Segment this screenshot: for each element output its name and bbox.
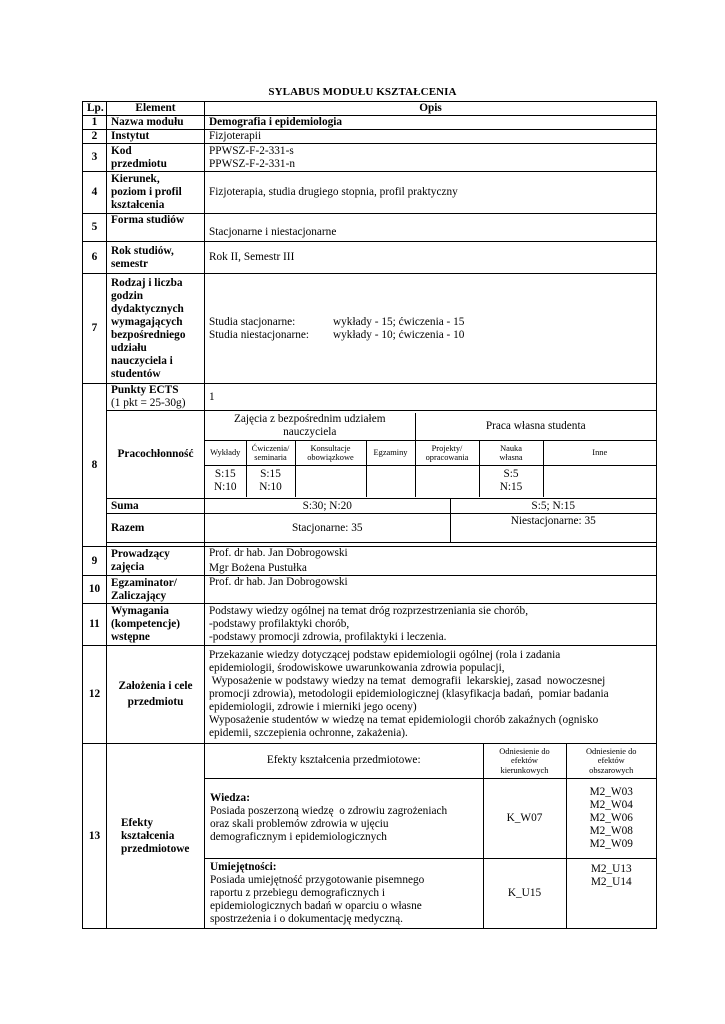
- val-line: S:5: [503, 468, 519, 481]
- description-line: promocji zdrowia), metodologii epidemiologicznej (klasyfikacja badań, pomiar badania: [209, 688, 609, 700]
- element-line: poziom i profil: [111, 186, 182, 198]
- element-label: [107, 646, 205, 744]
- description: [205, 274, 657, 384]
- wiedza-cell: [205, 778, 483, 858]
- element-label: [107, 744, 205, 929]
- outcomes-head-obsz: [566, 744, 656, 778]
- element-line: Rodzaj i liczba: [111, 276, 183, 289]
- element-label: Instytut: [107, 130, 205, 144]
- element-line: przedmiotu: [111, 157, 167, 170]
- col-nauka: [479, 441, 543, 466]
- element-line: Założenia i cele: [118, 680, 193, 692]
- razem-own: Niestacjonarne: 35: [510, 515, 596, 527]
- ects-value: 1: [205, 384, 657, 411]
- description: [205, 604, 657, 646]
- col-projekty: [415, 441, 479, 466]
- element-line: udziału: [111, 341, 147, 354]
- element-line: Kod: [111, 144, 132, 157]
- description-line: -podstawy profilaktyki chorób,: [209, 618, 350, 630]
- row-12: [83, 646, 657, 744]
- description: Rok II, Semestr III: [205, 242, 657, 274]
- description-line: Przekazanie wiedzy dotyczącej podstaw epidemiologii ogólnej (rola i zadania: [209, 649, 561, 661]
- element-label: [107, 144, 205, 172]
- outcomes-umiej-row: [205, 858, 656, 928]
- description-line: -podstawy promocji zdrowia, profilaktyki i leczenia.: [209, 631, 447, 643]
- element-line: dydaktycznych: [111, 302, 184, 315]
- workload-values-row: [205, 466, 656, 497]
- col-cwiczenia: [246, 441, 295, 466]
- hours-extramural: [209, 329, 652, 342]
- row-number: 9: [83, 547, 107, 576]
- row-number: 1: [83, 116, 107, 130]
- description: Fizjoterapia, studia drugiego stopnia, profil praktyczny: [205, 172, 657, 214]
- row-7: [83, 274, 657, 384]
- element-label: [107, 384, 205, 411]
- row-number: 11: [83, 604, 107, 646]
- col-line: seminaria: [254, 453, 287, 462]
- row-number: 13: [83, 744, 107, 929]
- element-label: [107, 274, 205, 384]
- suma-own: S:5; N:15: [531, 499, 576, 512]
- col-line: obowiązkowe: [307, 453, 354, 462]
- element-line: wymagających: [111, 315, 183, 328]
- element-line: wstępne: [111, 631, 150, 643]
- description: [205, 547, 657, 576]
- umiej-line: spostrzeżenia i o dokumentację medyczną.: [210, 912, 403, 925]
- col-wyklady: Wykłady: [205, 441, 246, 466]
- description: Fizjoterapii: [205, 130, 657, 144]
- outcomes-grid: [205, 744, 657, 929]
- description-line: Prof. dr hab. Jan Dobrogowski: [209, 547, 348, 559]
- wiedza-title: Wiedza:: [210, 792, 250, 804]
- hours-value: wykłady - 15; ćwiczenia - 15: [333, 315, 465, 328]
- val-nauka: [479, 466, 543, 497]
- description-line: epidemiologii, zdrowie i mierniki jego oceny): [209, 701, 417, 713]
- hours-label: Studia stacjonarne:: [209, 315, 296, 328]
- header-row: [83, 102, 657, 116]
- obsz-code: M2_W04: [589, 798, 633, 811]
- val-konsultacje: [295, 466, 366, 497]
- description: [205, 144, 657, 172]
- element-line: przedmiotowe: [121, 842, 190, 855]
- outcomes-head: Efekty kształcenia przedmiotowe:: [205, 744, 483, 778]
- wiedza-obsz: [566, 778, 656, 858]
- element-label: Razem: [107, 514, 205, 543]
- element-line: Prowadzący: [111, 548, 170, 560]
- element-label: [107, 172, 205, 214]
- element-line: kształcenia: [111, 199, 165, 211]
- row-number: 7: [83, 274, 107, 384]
- obsz-code: M2_W06: [589, 811, 633, 824]
- obsz-code: M2_W09: [589, 837, 633, 850]
- outcomes-head-kier: [483, 744, 566, 778]
- row-number: 10: [83, 576, 107, 604]
- row-8-razem: [83, 514, 657, 543]
- col-line: Konsultacje: [310, 443, 351, 453]
- row-8-ects: [83, 384, 657, 411]
- row-number: 12: [83, 646, 107, 744]
- head-line: Odniesienie do: [586, 746, 637, 756]
- element-line: nauczyciela i: [111, 354, 173, 367]
- row-11: [83, 604, 657, 646]
- col-egzaminy: Egzaminy: [366, 441, 415, 466]
- row-13: [83, 744, 657, 929]
- row-5: [83, 214, 657, 242]
- hours-value: wykłady - 10; ćwiczenia - 10: [333, 328, 465, 341]
- element-line: Efekty: [121, 816, 154, 829]
- row-10: [83, 576, 657, 604]
- col-inne: Inne: [543, 441, 656, 466]
- description-line: Wyposażenie studentów w wiedzę na temat epidemiologii chorób zakaźnych (ognisko: [209, 714, 599, 726]
- obsz-code: M2_U13: [590, 862, 632, 875]
- col-line: opracowania: [425, 453, 469, 462]
- val-egzaminy: [366, 466, 415, 497]
- col-line: Nauka: [500, 443, 522, 453]
- razem-table: [205, 514, 656, 542]
- row-8-workload: [83, 411, 657, 499]
- document-title: SYLABUS MODUŁU KSZTAŁCENIA: [268, 86, 457, 98]
- umiej-kier: K_U15: [483, 858, 566, 928]
- description-line: Mgr Bożena Pustułka: [209, 562, 307, 574]
- workload-table: [205, 413, 656, 497]
- element-line: studentów: [111, 367, 161, 380]
- row-9: [83, 547, 657, 576]
- syllabus-table: [82, 101, 657, 929]
- element-line: bezpośredniego: [111, 328, 186, 341]
- razem-cells: [205, 514, 657, 543]
- wiedza-kier: K_W07: [483, 778, 566, 858]
- element-line: kształcenia: [121, 829, 175, 842]
- val-line: N:15: [499, 481, 523, 494]
- row-2: [83, 130, 657, 144]
- row-8-suma: [83, 499, 657, 514]
- element-line: (1 pkt = 25-30g): [111, 397, 186, 409]
- element-label: [107, 576, 205, 604]
- val-cwiczenia: [246, 466, 295, 497]
- element-line: Wymagania: [111, 605, 169, 617]
- wiedza-line: Posiada poszerzoną wiedzę o zdrowiu zagrożeniach: [210, 805, 448, 817]
- element-line: zajęcia: [111, 561, 145, 573]
- col-line: Projekty/: [431, 443, 463, 453]
- suma-direct: S:30; N:20: [205, 499, 450, 513]
- element-label: [107, 547, 205, 576]
- element-label: Suma: [107, 499, 205, 514]
- obsz-code: M2_W08: [589, 824, 633, 837]
- wiedza-line: demograficznym i epidemiologicznych: [210, 831, 387, 843]
- element-line: Zaliczający: [111, 589, 167, 602]
- workload-cols-row: [205, 441, 656, 466]
- element-label: [107, 604, 205, 646]
- umiej-line: Posiada umiejętność przygotowanie pisemnego: [210, 873, 425, 886]
- obsz-code: M2_U14: [590, 875, 632, 888]
- description-line: PPWSZ-F-2-331-s: [209, 144, 294, 157]
- col-line: własna: [499, 453, 523, 462]
- umiej-line: raportu z przebiegu demograficznych i: [210, 886, 386, 899]
- obsz-code: M2_W03: [589, 785, 633, 798]
- row-1: [83, 116, 657, 130]
- description: Stacjonarne i niestacjonarne: [205, 214, 657, 242]
- element-line: (kompetencje): [111, 618, 181, 630]
- umiej-obsz: [566, 858, 656, 928]
- hours-label: Studia niestacjonarne:: [209, 328, 310, 341]
- head-line: efektów: [597, 756, 625, 765]
- description-line: PPWSZ-F-2-331-n: [209, 157, 295, 170]
- head-line: Odniesienie do: [499, 746, 550, 756]
- row-number: 8: [83, 384, 107, 547]
- head-line: efektów: [511, 756, 538, 765]
- val-wyklady: [205, 466, 246, 497]
- description-line: epidemii, szczepienia ochronne, zakażenia).: [209, 727, 408, 739]
- umiej-cell: [205, 858, 483, 928]
- head-line: obszarowych: [589, 765, 634, 775]
- suma-cells: [205, 499, 657, 514]
- element-line: Egzaminator/: [111, 576, 177, 589]
- header-opis: Opis: [205, 102, 657, 116]
- header-element: Element: [107, 102, 205, 116]
- group-own: Praca własna studenta: [415, 413, 656, 441]
- element-line: Rok studiów,: [111, 244, 174, 257]
- val-line: S:15: [260, 468, 281, 481]
- row-4: [83, 172, 657, 214]
- element-line: Kierunek,: [111, 173, 160, 185]
- description-line: Podstawy wiedzy ogólnej na temat dróg rozprzestrzeniania sie chorób,: [209, 605, 529, 617]
- outcomes-wiedza-row: [205, 778, 656, 858]
- row-number: 4: [83, 172, 107, 214]
- hours-stationary: [209, 316, 652, 329]
- wiedza-line: oraz skali problemów zdrowia w ujęciu: [210, 818, 389, 830]
- element-line: przedmiotu: [127, 696, 184, 708]
- header-lp: Lp.: [83, 102, 107, 116]
- val-line: N:10: [213, 481, 237, 494]
- row-6: [83, 242, 657, 274]
- element-label: Nazwa modułu: [107, 116, 205, 130]
- col-line: Ćwiczenia/: [251, 443, 290, 453]
- description: [205, 646, 657, 744]
- row-number: 3: [83, 144, 107, 172]
- description-line: epidemiologii, środowiskowe uwarunkowania zdrowia populacji,: [209, 662, 505, 674]
- description: Prof. dr hab. Jan Dobrogowski: [205, 576, 657, 604]
- col-konsultacje: [295, 441, 366, 466]
- outcomes-head-row: [205, 744, 656, 778]
- row-3: [83, 144, 657, 172]
- suma-table: [205, 499, 656, 513]
- val-line: N:10: [259, 481, 282, 494]
- umiej-title: Umiejętności:: [210, 860, 277, 873]
- row-number: 6: [83, 242, 107, 274]
- element-label: Pracochłonność: [107, 411, 205, 499]
- element-line: godzin: [111, 289, 144, 302]
- workload-grid: [205, 411, 657, 499]
- val-inne: [543, 466, 656, 497]
- row-number: 5: [83, 214, 107, 242]
- element-label: [107, 242, 205, 274]
- workload-group-row: [205, 413, 656, 441]
- description: Demografia i epidemiologia: [205, 116, 657, 130]
- group-direct: Zajęcia z bezpośrednim udziałem nauczyciela: [205, 413, 415, 441]
- description-line: Wyposażenie w podstawy wiedzy na temat demografii lekarskiej, zasad nowoczesnej: [209, 675, 606, 687]
- outcomes-table: [205, 744, 656, 928]
- row-number: 2: [83, 130, 107, 144]
- head-line: kierunkowych: [500, 765, 549, 775]
- element-label: Forma studiów: [107, 214, 205, 242]
- element-line: Punkty ECTS: [111, 384, 179, 396]
- umiej-line: epidemiologicznych badań w oparciu o własne: [210, 899, 422, 912]
- razem-direct: Stacjonarne: 35: [205, 514, 450, 542]
- val-projekty: [415, 466, 479, 497]
- val-line: S:15: [214, 468, 236, 481]
- element-line: semestr: [111, 257, 149, 270]
